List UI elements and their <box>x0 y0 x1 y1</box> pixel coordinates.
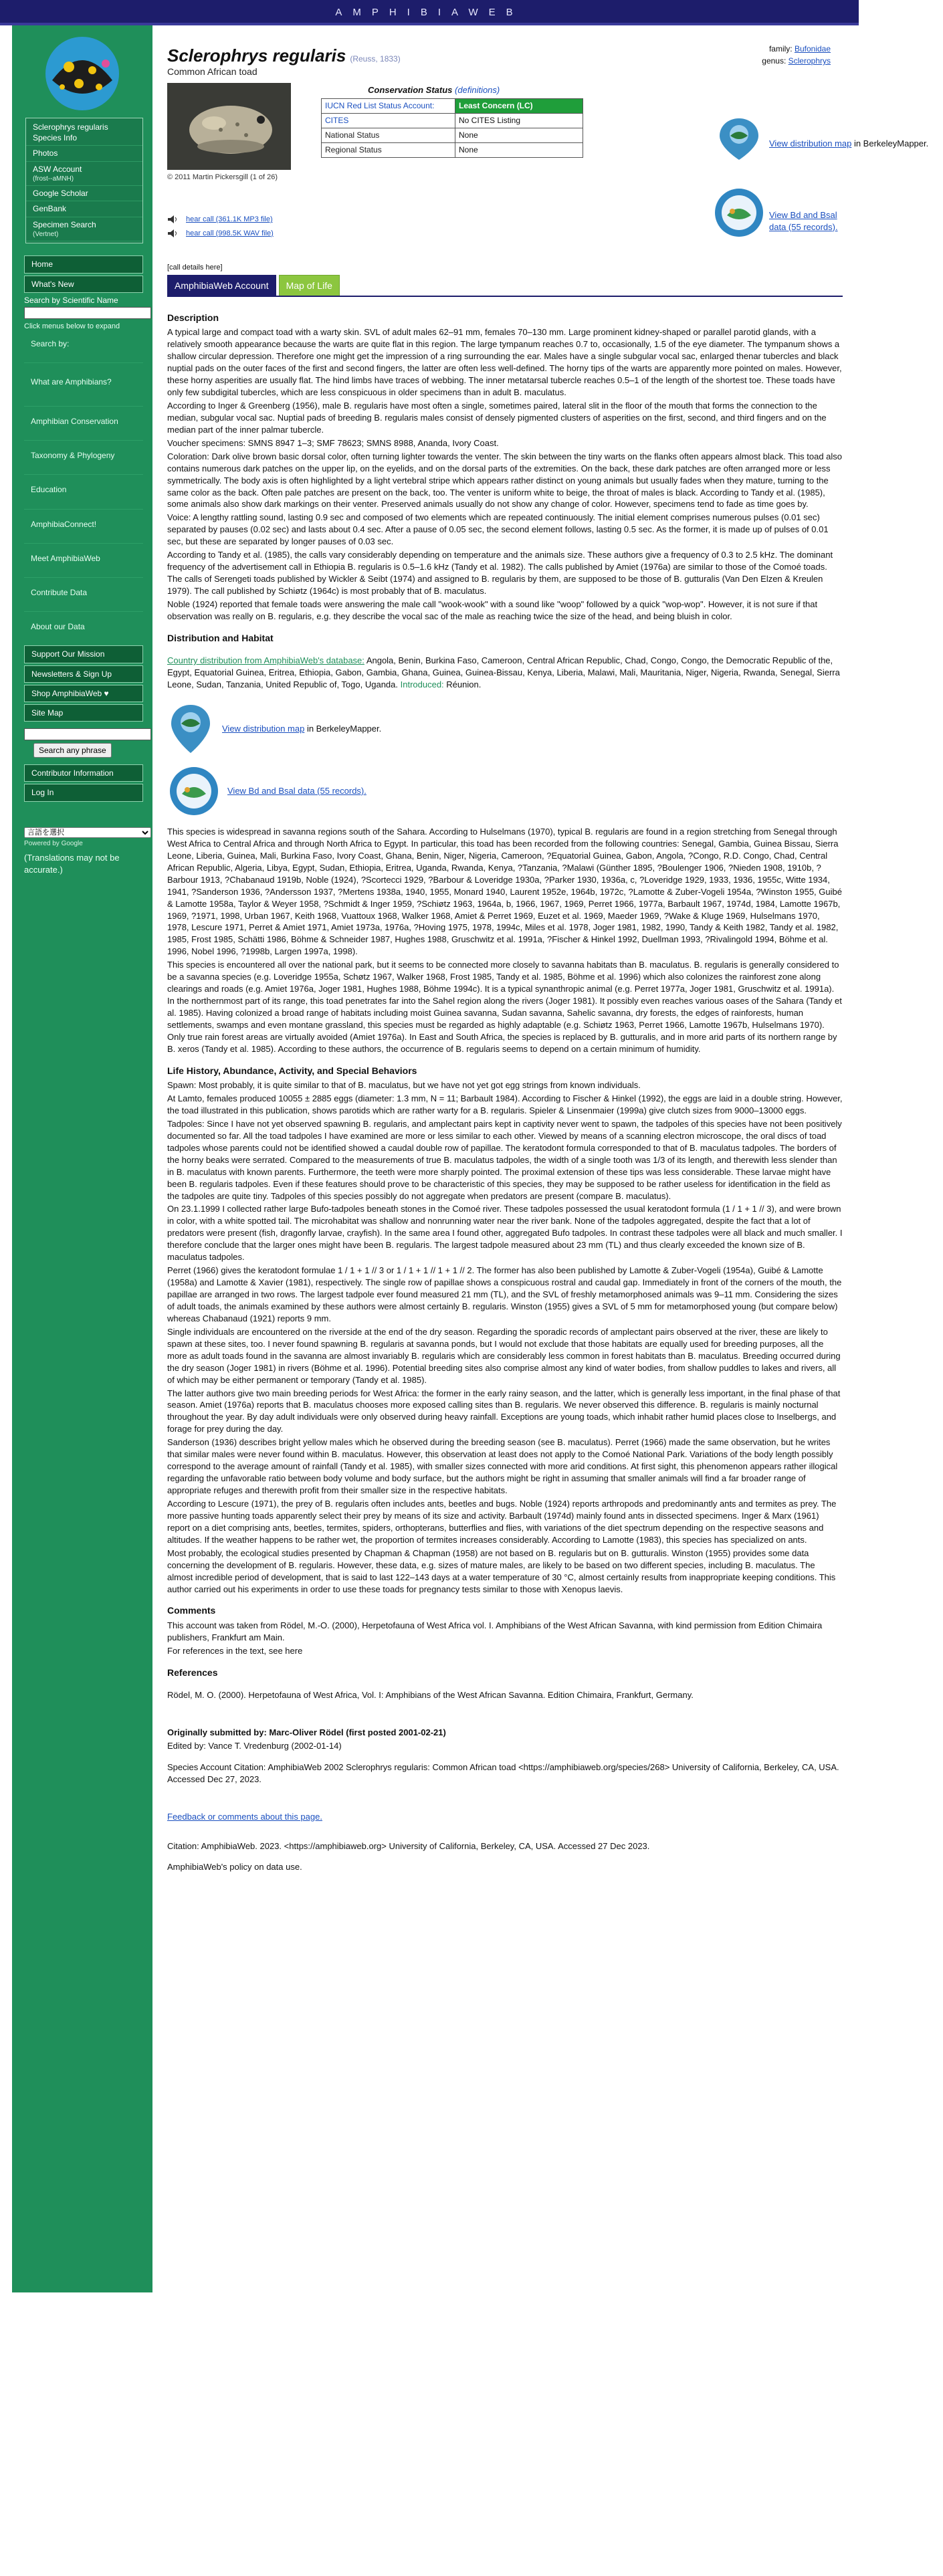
edited-by: Edited by: Vance T. Vredenburg (2002-01-14) <box>167 1740 342 1751</box>
conservation-status <box>321 84 696 158</box>
shop-button[interactable]: Shop AmphibiaWeb ♥ <box>24 685 143 702</box>
description-heading: Description <box>167 312 219 323</box>
account-buttons <box>24 764 143 801</box>
iucn-label[interactable]: IUCN Red List Status Account: <box>322 98 455 113</box>
life-history-paragraph: Tadpoles: Since I have not yet observed spawning B. regularis, and amplectant pairs kept in captivity never went to spawn, the tadpoles of this species have not been positively documented so far. All the toad tadpoles I have examined are more or less similar to each other. Viewed by means of a scanning electron microscope, the oral discs of toad tadpoles whose parents could not be identified showed a caudal double row of papillae. The keratodont formula corresponded to that of B. maculatus tadpoles. The borders of the horny beaks were serrated. Compared to the measurements of true B. maculatus tadpoles, the width of a single tooth was 1/3 of its length, and therewith less slender than in B. maculatus with known parents. Furthermore, the teeth were more sharply pointed. The proximal extension of these tips was less considerable. These larvae might have been B. regularis tadpoles. Even if these features should prove to be characteristic of this species, they may be supposed to be rather useless for identification in the field as the tadpoles are quite tiny. Tadpoles of this species possibly do not aggregate when predators are present (compare B. maculatus). <box>167 1118 842 1201</box>
view-bd-bsal-link[interactable]: View Bd and Bsal data (55 records). <box>227 785 366 796</box>
bd-bsal-text <box>769 209 843 233</box>
species-photo[interactable] <box>167 83 291 170</box>
iucn-value[interactable]: Least Concern (LC) <box>455 98 583 113</box>
life-history-heading: Life History, Abundance, Activity, and Special Behaviors <box>167 1065 417 1076</box>
table-row <box>322 98 583 113</box>
submitted-by: Originally submitted by: Marc-Oliver Rödel (first posted 2001-02-21) <box>167 1727 446 1737</box>
hear-call-wav-link[interactable]: hear call (998.5K WAV file) <box>186 229 274 237</box>
view-distribution-map-link[interactable]: View distribution map <box>769 138 852 148</box>
definitions-link[interactable]: (definitions) <box>455 85 500 95</box>
description-paragraph: Voice: A lengthy rattling sound, lasting 0.9 sec and composed of two elements which are repeated continuously. The initial element comprises numerous pulses (0.01 sec) separated by pauses (0.02 sec) and lasts about 0.4 sec. After a pause of 0.05 sec, the second element follows, lasting 0.5 sec. As the former, it is made up of pulses of 0.01 sec, but these are separated by longer pauses of 0.03 sec. <box>167 512 829 547</box>
call-row <box>167 213 274 227</box>
tab-map-of-life[interactable] <box>279 275 340 297</box>
translate-widget <box>24 826 152 849</box>
newsletters-button[interactable]: Newsletters & Sign Up <box>24 665 143 683</box>
site-citation: Citation: AmphibiaWeb. 2023. <https://amphibiaweb.org> University of California, Berkeley, CA, USA. Accessed 27 Dec 2023. <box>167 1840 650 1851</box>
hear-call-mp3-link[interactable]: hear call (361.1K MP3 file) <box>186 215 273 223</box>
menu-contribute-data[interactable]: Contribute Data <box>31 588 88 598</box>
scientific-name: Sclerophrys regularis <box>167 45 346 66</box>
menu-search-by[interactable]: Search by: <box>31 338 70 348</box>
description-paragraph: Voucher specimens: SMNS 8947 1–3; SMF 78623; SMNS 8988, Ananda, Ivory Coast. <box>167 437 499 448</box>
table-row <box>322 142 583 157</box>
phrase-search-input[interactable] <box>24 728 151 740</box>
country-distribution <box>167 655 843 691</box>
tab-underline <box>167 296 843 297</box>
life-history-paragraph: According to Lescure (1971), the prey of B. regularis often includes ants, beetles and bugs. Noble (1924) reports arthropods and predominantly ants and termites as prey. The more passive hunting toads apparently select their prey by means of its size and activity. Barbault (1974d) mainly found ants in dissected specimens. Inger & Marx (1961) report on a diet comprising ants, beetles, termites, spiders, orthopterans, butterflies and flies, with variations of the diet spectrum depending on the respective seasons and altitudes. If the weather happens to be rather wet, the proportion of termites increases considerably. According to Lamotte (1983), this species has specialized on ants. <box>167 1498 837 1545</box>
specimen-search-link[interactable]: Specimen Search (Vertnet) <box>26 217 142 242</box>
menu-meet-amphibiaweb[interactable]: Meet AmphibiaWeb <box>31 553 100 563</box>
common-name: Common African toad <box>167 66 257 77</box>
tab-amphibiaweb-account[interactable]: AmphibiaWeb Account <box>167 275 276 297</box>
bd-bsal-icon[interactable] <box>712 186 766 239</box>
country-distribution-link[interactable]: Country distribution from AmphibiaWeb's database: <box>167 655 364 666</box>
genus-label: genus: <box>762 56 787 66</box>
description-paragraph: According to Inger & Greenberg (1956), male B. regularis have most often a single, sometimes paired, lateral slit in the floor of the mouth that forms the connection to the median, subgular vocal sac. Nuptial pads of breeding B. regularis males consist of densely pigmented clusters of asperities on the first, second, and third fingers and on the median part of the inner palmar tubercle. <box>167 400 827 435</box>
account-content <box>167 312 843 1874</box>
life-history-paragraph: Perret (1966) gives the keratodont formulae 1 / 1 + 1 // 3 or 1 / 1 + 1 // 1 + 1 // 2. The former has also been published by Lamotte & Zuber-Vogeli (1954a), Guibé & Lamotte (1958a) and Lamotte & Xavier (1981), respectively. The single row of papillae shows a conspicuous rostral and caudal gap. Immediately in front of the corners of the mouth, the papillae are arranged in two rows. The largest tadpole ever found measured 21 mm (TL), and the SVL of freshly metamorphosed animals was 9–11 mm. Considering the sizes of adult toads, the animals examined by these authors were almost certainly B. regularis. Winston (1955) gives a SVL of 5 mm for metamorphosed young (but compare below) whereas Chabanaud (1921) reports 9 mm. <box>167 1265 842 1323</box>
title-row <box>167 25 843 79</box>
distribution-map-text: View distribution map in BerkeleyMapper. <box>769 138 929 148</box>
toad-photo-illustration <box>167 83 291 170</box>
description-paragraph: According to Tandy et al. (1985), the calls vary considerably depending on temperature and the animals size. These authors give a frequency of 0.3 to 2.5 kHz. The dominant frequency of the advertisement call in Ethiopia B. regularis is 0.5–1.6 kHz (Tandy et al. 1982). The calls published by Amiet (1976a) are similar to those of the Comoé toads. The calls of Serengeti toads published by Wickler & Seibt (1974) and assigned to B. regularis by them, are supposed to be those of B. gutturalis (Van Den Elzen & Kreulen 1979). The call published by Schiøtz (1964c) is most probably that of B. maculatus. <box>167 550 833 596</box>
introduced-value: Réunion. <box>446 679 482 689</box>
support-mission-button[interactable]: Support Our Mission <box>24 645 143 663</box>
expand-hint: Click menus below to expand <box>24 322 120 330</box>
menu-amphibian-conservation[interactable]: Amphibian Conservation <box>31 417 118 427</box>
map-of-life-label: Map of Life <box>286 280 332 291</box>
google-scholar-link[interactable]: Google Scholar <box>26 186 142 201</box>
whats-new-button[interactable]: What's New <box>24 276 143 293</box>
phrase-search-row <box>33 743 152 758</box>
country-list: Angola, Benin, Burkina Faso, Cameroon, Central African Republic, Chad, Congo, Congo, the Democratic Republic of the, Egypt, Equatorial Guinea, Eritrea, Ethiopia, Gabon, Gambia, Ghana, Guinea, Guinea-Bissau, Kenya, Liberia, Malawi, Mali, Mauritania, Niger, Nigeria, Rwanda, Senegal, Sierra Leone, Sudan, Tanzania, United Republic of, Togo, Uganda. <box>167 655 840 689</box>
menu-about-our-data[interactable]: About our Data <box>31 622 85 632</box>
feedback-link[interactable] <box>167 1811 843 1823</box>
menu-what-are-amphibians[interactable]: What are Amphibians? <box>31 377 112 387</box>
asw-account-link[interactable]: ASW Account (frost--aMNH) <box>26 162 142 187</box>
conservation-heading: Conservation Status (definitions) <box>368 85 500 95</box>
species-title <box>167 44 401 68</box>
distribution-map-row: View distribution map in BerkeleyMapper. <box>167 699 843 759</box>
table-row <box>322 128 583 142</box>
cites-label[interactable]: CITES <box>322 113 455 128</box>
search-phrase-button[interactable]: Search any phrase <box>33 743 112 758</box>
distribution-paragraph: This species is encountered all over the national park, but it seems to be connected more closely to savanna habitats than B. maculatus. B. regularis is generally considered to be a savanna species (e.g. Loveridge 1955a, Schøtz 1967, Walker 1968, Frost 1985, Tandy et al. 1985, Böhme et al. 1996) which also colonizes the rainforest zone along clearings and roads (e.g. Amiet 1976a, Joger 1981, Hughes 1988, Böhme 1994c). It is a typical synanthropic animal (e.g. Perret 1977a, Joger 1981, Gruschwitz et al. 1991a). In the northernmost part of its range, this toad penetrates far into the Sahel region along the rivers (Joger 1981). It possibly even reaches various oases of the Sahara (Tandy et al. 1985). Having colonized a broad range of habitats including moist Guinea savanna, Sudan savanna, Sahelic savanna, dry forests, the edges of rainforests, human settlements, swamps and even montane grassland, this species must be regarded as highly adaptable (e.g. Schiøtz 1963, Perret 1966, Lamotte 1967b, Hulselmans 1970). Only true rain forest areas are virtually avoided (Amiet 1976a). In East and South Africa, the species is replaced by B. gutturalis, and in more arid parts of its northern range by B. xeros (Tandy et al. 1985). According to these authors, the occurrence of B. regularis seems to depend on a certain minimum of humidity. <box>167 960 842 1054</box>
bd-bsal-row <box>167 764 843 818</box>
powered-by-google: Powered by Google <box>24 839 83 847</box>
national-status-value: None <box>455 128 583 142</box>
sidebar <box>12 25 152 2292</box>
account-credits <box>167 1727 843 1874</box>
nav-top <box>24 255 143 292</box>
life-history-paragraph: Spawn: Most probably, it is quite similar to that of B. maculatus, but we have not yet got egg strings from known individuals. <box>167 1080 641 1091</box>
translation-note: (Translations may not be accurate.) <box>24 853 120 875</box>
introduced-label: Introduced: <box>400 679 444 689</box>
feedback-comments-link[interactable]: Feedback or comments about this page. <box>167 1811 322 1822</box>
site-header <box>0 0 859 25</box>
search-label: Search by Scientific Name <box>24 295 118 305</box>
regional-status-value: None <box>455 142 583 157</box>
comments-heading: Comments <box>167 1605 216 1616</box>
conservation-table <box>321 98 583 158</box>
scientific-name-search-input[interactable] <box>24 307 151 319</box>
species-links-box <box>25 118 143 243</box>
authority: (Reuss, 1833) <box>350 54 401 64</box>
life-history-paragraph: Sanderson (1936) describes bright yellow males which he observed during the breeding season (see B. maculatus). Perret (1966) made the same observation, but he writes that similar males were never found within B. maculatus. However, this observation at least does not apply to the Comoé National Park. Variations of the body length possibly correspond to the average amount of rainfall (Tandy et al. 1985), with smaller sizes connected with more arid conditions. At first sight, this phenomenon appears rather illogical regarding the unfavorable ratio between body volume and body surface, but the authors might be right in assuming that smaller animals will find a far broader range of appropriate refuges and therewith profit from their smaller size in the respective habitats. <box>167 1437 838 1495</box>
cites-value: No CITES Listing <box>455 113 583 128</box>
amphibiaweb-logo[interactable] <box>32 33 132 114</box>
life-history-paragraph: Most probably, the ecological studies presented by Chapman & Chapman (1958) are not based on B. regularis but on B. gutturalis. Winston (1955) provides some data concerning the development of B. regularis. However, these data, e.g. sizes of mature males, are likely to be based on two different species, including B. maculatus. The almost incredible period of development, that is said to last 122–143 days at a water temperature of 30 °C, almost certainly results from inappropriate keeping conditions. This author carried out his experiments in order to use these toads for pregnancy tests similar to those with Xenopus laevis. <box>167 1547 836 1594</box>
home-button[interactable]: Home <box>24 255 143 273</box>
log-in-button[interactable]: Log In <box>24 784 143 801</box>
photo-credit[interactable]: © 2011 Martin Pickersgill (1 of 26) <box>167 173 278 181</box>
nav-bottom <box>24 645 143 722</box>
photos-link[interactable]: Photos <box>26 146 142 161</box>
comments-text: This account was taken from Rödel, M.-O. (2000), Herpetofauna of West Africa vol. I. Amphibians of the West African Savanna, with kind permission from Edition Chimaira publishers, Frankfurt am Main. <box>167 1620 823 1642</box>
species-citation: Species Account Citation: AmphibiaWeb 2002 Sclerophrys regularis: Common African toad <https://amphibiaweb.org/species/268> University of California, Berkeley, CA, USA. Accessed Dec 27, 2023. <box>167 1761 839 1784</box>
family-label: family: <box>768 44 793 53</box>
family-link[interactable]: Bufonidae <box>794 44 831 53</box>
species-info-link[interactable]: Sclerophrys regularis Species Info <box>26 120 142 146</box>
life-history-paragraph: The latter authors give two main breeding periods for West Africa: the former in the early rainy season, and the latter, which is generally less important, in the final phase of that season. Amiet (1976a) reports that B. maculatus chooses more exposed calling sites than B. regularis. We never observed this difference. B. regularis is mainly nocturnal throughout the year. By day adult individuals were only observed during heavy rainfall. Exceptions are young toads, which inhabit rather humid places close to Inselbergs, and forage for prey during the day. <box>167 1388 841 1434</box>
menu-education[interactable]: Education <box>31 485 67 495</box>
description-paragraph: Noble (1924) reported that female toads were answering the male call "wook-wook" with a sound like "woop" followed by a quick "wop-wop". However, it is not sure if that observation was really on B. regularis, e.g. they describe the vocal sac of the male as reaching twice the size of the head, and being bluish in color. <box>167 599 818 621</box>
references-heading: References <box>167 1667 218 1678</box>
call-links <box>167 213 274 241</box>
view-distribution-map-link[interactable]: View distribution map <box>222 723 305 734</box>
distribution-paragraph: This species is widespread in savanna regions south of the Sahara. According to Hulselmans (1970), typical B. regularis are found in a region stretching from Senegal through West Africa to Central Africa and through North Africa to Egypt. In particular, this toad has been recorded from the following countries: Senegal, Gambia, Guinea Bissau, Sierra Leone, Liberia, Guinea, Mali, Burkina Faso, Ivory Coast, Ghana, Benin, Niger, Nigeria, Cameroon, ?Equatorial Guinea, Gabon, Angola, ?Congo, R.D. Congo, Chad, Central African Republic, Algeria, Libya, Egypt, Sudan, Ethiopia, Eritrea, Uganda, Rwanda, Kenya, ?Tanzania, ?Malawi (Günther 1895, ?Boulenger 1906, ?Nieden 1908, 1910b, ?Barbour 1913, ?Chabanaud 1919b, Noble (1924), ?Scortecci 1929, ?Barbour & Loveridge 1930a, ?Parker 1930, 1936a, c, ?Loveridge 1929, 1933, 1936, 1955c, Witte 1934, 1941, ?Sanderson 1936, ?Andersson 1937, ?Mertens 1938a, 1940, 1955, Monard 1940, Laurent 1952e, 1964b, 1972c, ?Lamotte & Zuber-Vogeli 1954a, ?Winston 1955, Guibé & Lamotte 1958a, Taylor & Weyer 1958, ?Schmidt & Inger 1959, ?Schiøtz 1963, 1964a, b, 1966, 1967, 1969, Perret 1966, 1977a, Barbault 1967, 1974d, 1984, Lamotte 1967b, 1969, ?1971, 1998, Urban 1967, Keith 1968, Vuattoux 1968, Walker 1968, Amiet & Perret 1969, Euzet et al. 1969, Maeder 1969, ?Wake & Kluge 1969, Hulselmans 1970, 1978, Lescure 1971, Perret & Amiet 1971, Amiet 1973a, 1976a, ?Hoving 1975, 1978, 1994c, Miles et al. 1978, Joger 1981, 1982, 1990, Tandy & Keith 1982, Tandy et al. 1982, 1985, Frost 1985, Schätti 1986, Böhme & Schneider 1987, Hughes 1988, Gruschwitz et al. 1991a, ?Fischer & Hinkel 1992, Duellman 1993, ?Rivalingold 1994, Böhme et al. 1996, Nobel 1996, ?1998b, Largen 1997a, 1998). <box>167 826 842 957</box>
menu-amphibiaconnect[interactable]: AmphibiaConnect! <box>31 519 97 529</box>
description-paragraph: Coloration: Dark olive brown basic dorsal color, often turning lighter towards the venter. The skin between the tiny warts on the flanks often appears almost black. This toad also contains numerous dark patches on the upper lip, on the eyelids, and on the dorsal parts of the extremities. On the back, these dark patches are often arranged more or less symmetrically. The body axis is often highlighted by a light vertebral stripe which appears rather distinct on young animals but usually fades when they mature, turning to the same color as the back. Often pale patches are present on the back, too. The venter is uniform white to beige, the throat of males is black. According to Tandy et al. (1985), some animals also show dark markings on their venter. Preserved animals usually do not show any change of color. However, specimens tend to fade as time goes by. <box>167 451 843 510</box>
references-note[interactable]: For references in the text, see here <box>167 1645 303 1656</box>
distribution-heading: Distribution and Habitat <box>167 632 274 643</box>
reference-entry: Rödel, M. O. (2000). Herpetofauna of West Africa, Vol. I: Amphibians of the West African Savanna. Edition Chimaira, Frankfurt, Germany. <box>167 1689 694 1700</box>
table-row <box>322 113 583 128</box>
language-select[interactable] <box>24 827 151 838</box>
description-paragraph: A typical large and compact toad with a warty skin. SVL of adult males 62–91 mm, females 70–130 mm. Large prominent kidney-shaped or parallel parotid glands, with a relatively smooth appearance because the warts are quite flat in this region. The large tympanum reaches 0.7 to, occasionally, 1.5 of the eye diameter. The tympanum shows a shallow circular depression. Therefore one might get the impression of a ring surrounding the ear. Males have a single subgular vocal sac, enlarged thenar tubercles and black nuptial pads on the outer faces of the first and second fingers, the latter are often less well-defined. The horny tips of the warts are apparently more pointed on males. However, these horny asperities are usually flat. The hind limbs have traces of webbing. The inner metatarsal tubercle reaches 0.5–1 of the length of the shortest toe. These toads have only few subdigital tubercles, which are less conspicuous in older specimens than in adult B. maculatus. <box>167 327 842 397</box>
regional-status-label: Regional Status <box>322 142 455 157</box>
life-history-paragraph: On 23.1.1999 I collected rather large Bufo-tadpoles beneath stones in the Comoé river. These tadpoles possessed the usual keratodont formula (1 / 1 + 1 // 3), and were brown in color, with a white spotted tail. The microhabitat was shallow and nonrunning water near the river bank. None of the tadpoles aggregated, despite the fact that a lot of predators were present (fish, dragonfly larvae, crayfish). In the same area I found other, aggregated Bufo tadpoles. In contrast these tadpoles were all black and much smaller. I therefore conclude that the larger ones might have been B. regularis. The largest tadpole measured about 23 mm (TL) and thus clearly exceeded the known size of B. maculatus tadpoles. <box>167 1204 843 1263</box>
taxonomy-box <box>762 43 831 67</box>
speaker-icon <box>167 229 179 238</box>
site-title[interactable]: AMPHIBIAWEB <box>335 6 524 18</box>
menu-taxonomy-phylogeny[interactable]: Taxonomy & Phylogeny <box>31 451 115 461</box>
call-row <box>167 227 274 241</box>
data-policy[interactable]: AmphibiaWeb's policy on data use. <box>167 1862 302 1872</box>
main-content <box>167 25 929 1872</box>
logo-frog-icon <box>32 33 132 114</box>
contributor-information-button[interactable]: Contributor Information <box>24 764 143 782</box>
account-tabs <box>167 275 340 297</box>
bd-bsal-icon[interactable] <box>167 764 221 818</box>
genus-link[interactable]: Sclerophrys <box>788 56 831 66</box>
life-history-paragraph: Single individuals are encountered on the riverside at the end of the dry season. Regarding the sporadic records of amplectant pairs observed at the river, these are likely to spawn at these sites, too. I never found spawning B. regularis at savanna ponds, but I would not exclude that those habitats are equally used for breeding purposes, all the more as adult toads found in the savanna are almost invariably B. regularis which are considerably less common in forest habitats than B. maculatus. Breeding occurred during the dry season (Joger 1981) in rivers (Böhme et al. 1996). Potential breeding sites also comprise almost any kind of water bodies, from shallow puddles to lakes and rivers, all of which may be either permanent or temporary (Tandy et al. 1985). <box>167 1326 841 1385</box>
berkeleymapper-icon[interactable] <box>167 702 214 756</box>
call-details[interactable]: [call details here] <box>167 263 223 272</box>
berkeleymapper-icon[interactable] <box>716 116 762 163</box>
view-bd-bsal-link[interactable]: View Bd and Bsal data (55 records). <box>769 210 838 232</box>
site-map-button[interactable]: Site Map <box>24 704 143 722</box>
national-status-label: National Status <box>322 128 455 142</box>
speaker-icon <box>167 215 179 224</box>
life-history-paragraph: At Lamto, females produced 10055 ± 2885 eggs (diameter: 1.3 mm, N = 11; Barbault 1984). According to Fischer & Hinkel (1992), the eggs are laid in a double string. However, the toad illustrated in this publication, shows parotids which are rather warty for a B. regularis. Spieler & Linsenmaier (1999a) give clutch sizes from 9000–13000 eggs. <box>167 1093 843 1115</box>
genbank-link[interactable]: GenBank <box>26 201 142 217</box>
